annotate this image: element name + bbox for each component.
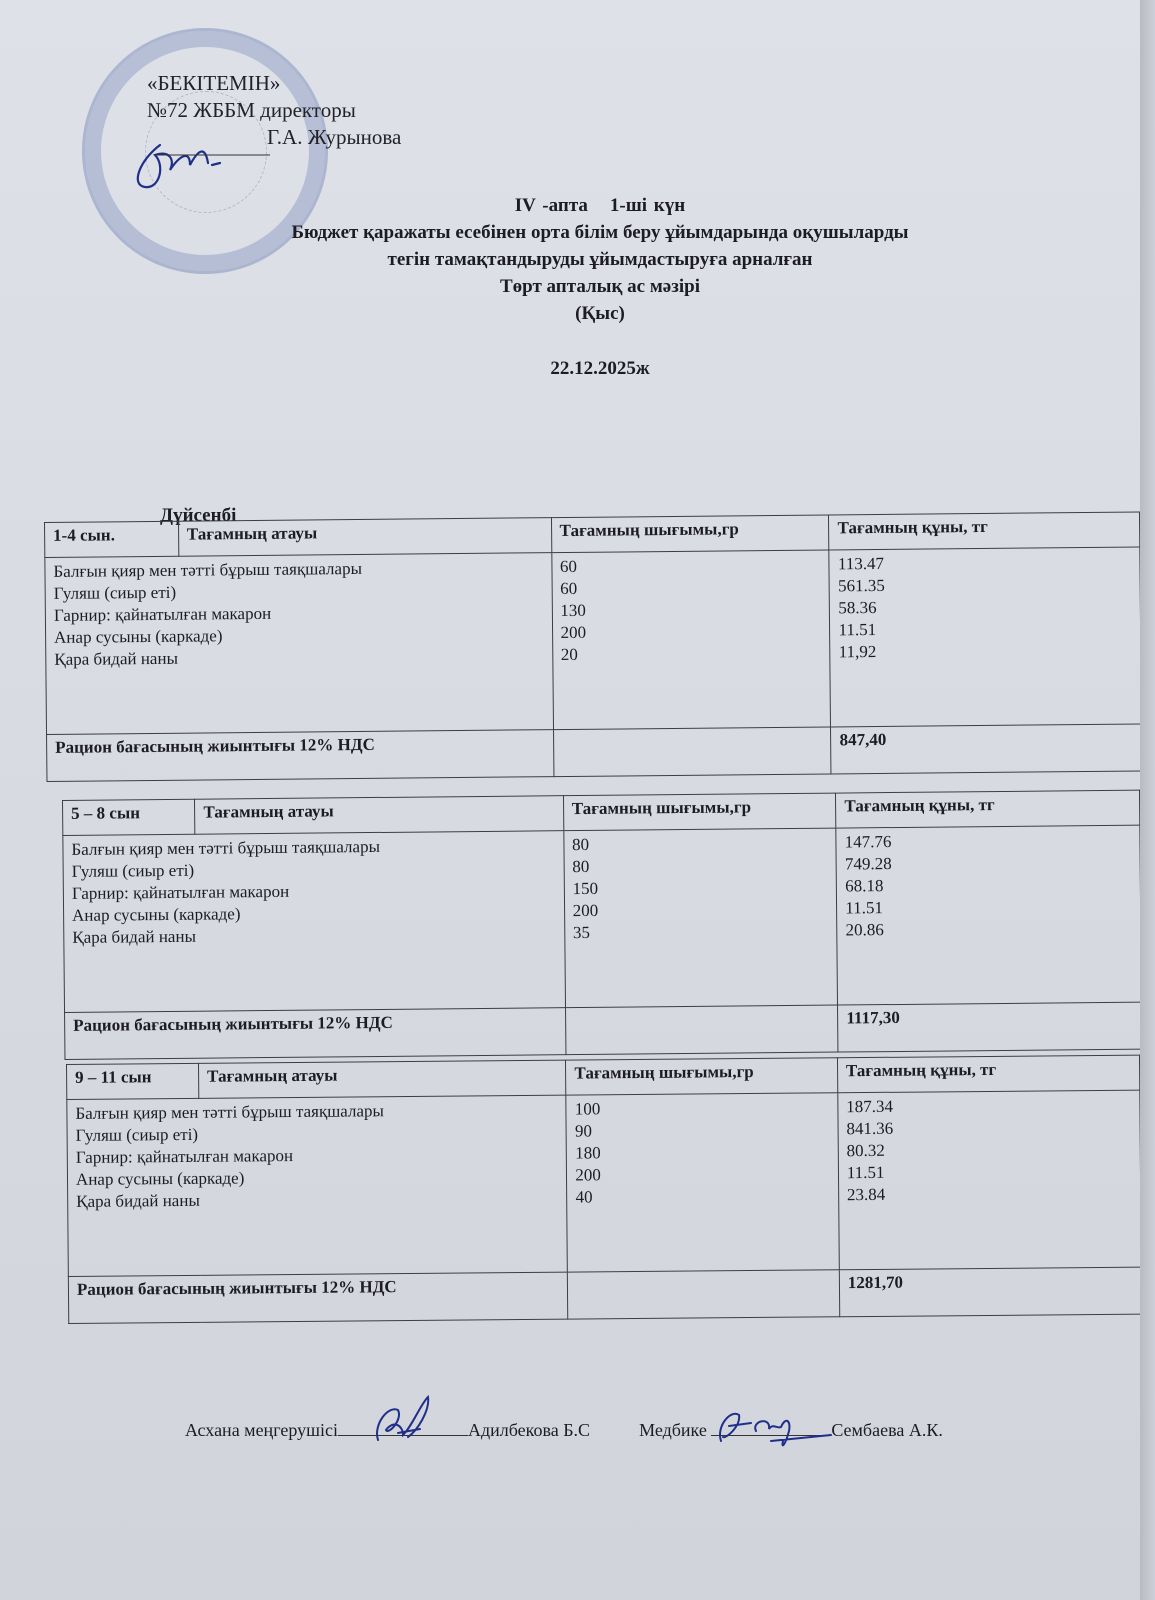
dish-cost: 80.32 [846,1140,885,1161]
page-edge [1140,0,1155,1600]
dish-yield: 100 [574,1099,601,1119]
dish-cost: 749.28 [844,854,892,874]
season-label: (Қыс) [575,303,625,324]
nurse-signature-line [711,1435,831,1436]
column-header-yield: Тағамның шығымы,гр [551,515,829,553]
dish-cost: 11.51 [838,620,877,640]
total-empty-cell [568,1270,840,1319]
cost-list [836,825,1141,1005]
column-header-cost: Тағамның құны, тг [836,790,1140,828]
dish-name: Гуляш (сиыр еті) [71,860,195,881]
dish-yield: 40 [575,1187,593,1207]
dish-list [45,553,553,735]
dish-yield: 200 [575,1165,601,1185]
dish-name: Гарнир: қайнатылған макарон [75,1146,294,1167]
document-header [150,192,1050,382]
dish-cost: 113.47 [837,553,885,574]
dish-cost: 68.18 [845,876,884,896]
dish-cost: 58.36 [838,598,877,618]
total-label: Рацион бағасының жиынтығы 12% НДС [65,1008,566,1060]
nurse-name: Сембаева А.К. [831,1420,943,1440]
menu-date: 22.12.2025ж [550,358,650,379]
total-value: 847,40 [831,724,1142,774]
dish-cost: 841.36 [846,1118,894,1139]
dish-cost: 561.35 [838,575,885,596]
column-header-yield: Тағамның шығымы,гр [563,793,836,831]
week-day-line [150,192,1050,219]
column-header-yield: Тағамның шығымы,гр [566,1058,838,1095]
cook-signature-line [338,1435,468,1436]
signatures-footer [185,1420,943,1441]
cost-list [829,547,1141,727]
grade-label: 9 – 11 сын [67,1063,199,1099]
dish-yield: 150 [572,878,599,899]
dish-name: Қара бидай наны [54,648,179,669]
yield-list [563,828,837,1008]
nurse-role: Медбике [639,1420,707,1440]
weekday-label: Дүйсенбі [160,505,237,526]
dish-yield: 200 [560,622,587,643]
dish-name: Балғын қияр мен тәтті бұрыш таяқшалары [53,558,363,581]
approval-title: «БЕКІТЕМІН» [147,71,281,95]
cook-role: Асхана меңгерушісі [185,1420,338,1440]
yield-list [551,550,831,730]
dish-cost: 147.76 [844,832,892,852]
total-value: 1117,30 [838,1002,1142,1052]
dish-yield: 60 [559,556,578,577]
grade-label: 5 – 8 сын [63,799,196,835]
column-header-cost: Тағамның құны, тг [837,1055,1139,1093]
dish-name: Гарнир: қайнатылған макарон [53,603,272,625]
cook-name: Адилбекова Б.С [467,1420,591,1440]
dish-yield: 80 [572,856,590,877]
dish-cost: 11,92 [838,642,877,662]
dish-yield: 90 [574,1121,593,1141]
dish-cost: 20.86 [845,920,884,940]
dish-yield: 35 [572,922,591,943]
total-label: Рацион бағасының жиынтығы 12% НДС [47,730,554,782]
dish-name: Балғын қияр мен тәтті бұрыш таяқшалары [71,836,381,859]
cook-signature-icon [358,1395,448,1445]
dish-name: Анар сусыны (каркаде) [72,904,241,925]
dish-yield: 20 [560,644,578,665]
dish-yield: 130 [560,600,586,621]
dish-name: Қара бидай наны [76,1190,200,1211]
total-value: 1281,70 [839,1267,1142,1317]
dish-cost: 11.51 [845,898,884,918]
dish-yield: 60 [560,578,578,599]
dish-name: Гуляш (сиыр еті) [75,1124,199,1145]
column-header-name: Тағамның атауы [195,796,564,835]
total-empty-cell [553,727,831,777]
column-header-cost: Тағамның құны, тг [829,512,1140,550]
grade-label: 1-4 сын. [45,521,179,557]
dish-cost: 187.34 [846,1096,894,1117]
dish-name: Анар сусыны (каркаде) [75,1168,245,1189]
day-number: 1-ші күн [609,195,686,216]
title-line-2: тегін тамақтандыруды ұйымдастыруға арналған [387,249,813,270]
approval-name: Г.А. Журынова [267,125,402,149]
dish-name: Анар сусыны (каркаде) [54,626,223,647]
dish-cost: 11.51 [846,1162,885,1183]
week-label: IV -апта [514,195,588,216]
dish-yield: 80 [572,834,590,855]
dish-name: Гуляш (сиыр еті) [53,582,177,603]
menu-table-grades-5-8 [62,790,1142,1060]
nurse-signature-icon [711,1401,841,1451]
dish-name: Балғын қияр мен тәтті бұрыш таяқшалары [75,1101,384,1123]
yield-list [566,1093,839,1272]
dish-name: Қара бидай наны [72,926,197,947]
dish-yield: 200 [572,900,599,921]
column-header-name: Тағамның атауы [198,1060,566,1098]
director-signature-icon [120,135,270,195]
cost-list [838,1090,1142,1270]
column-header-name: Тағамның атауы [178,518,551,557]
title-line-3: Төрт апталық ас мәзірі [499,276,700,297]
title-line-1: Бюджет қаражаты есебінен орта білім беру ұйымдарында оқушыларды [291,222,909,243]
menu-table-grades-1-4 [44,511,1142,782]
dish-cost: 23.84 [846,1184,886,1205]
menu-table-grades-9-11 [66,1055,1142,1324]
dish-name: Гарнир: қайнатылған макарон [71,881,290,903]
total-label: Рацион бағасының жиынтығы 12% НДС [68,1272,568,1323]
dish-yield: 180 [575,1143,601,1163]
total-empty-cell [565,1005,838,1055]
approval-position: №72 ЖББМ директоры [147,98,356,122]
dish-list [63,831,565,1013]
dish-list [67,1095,568,1276]
